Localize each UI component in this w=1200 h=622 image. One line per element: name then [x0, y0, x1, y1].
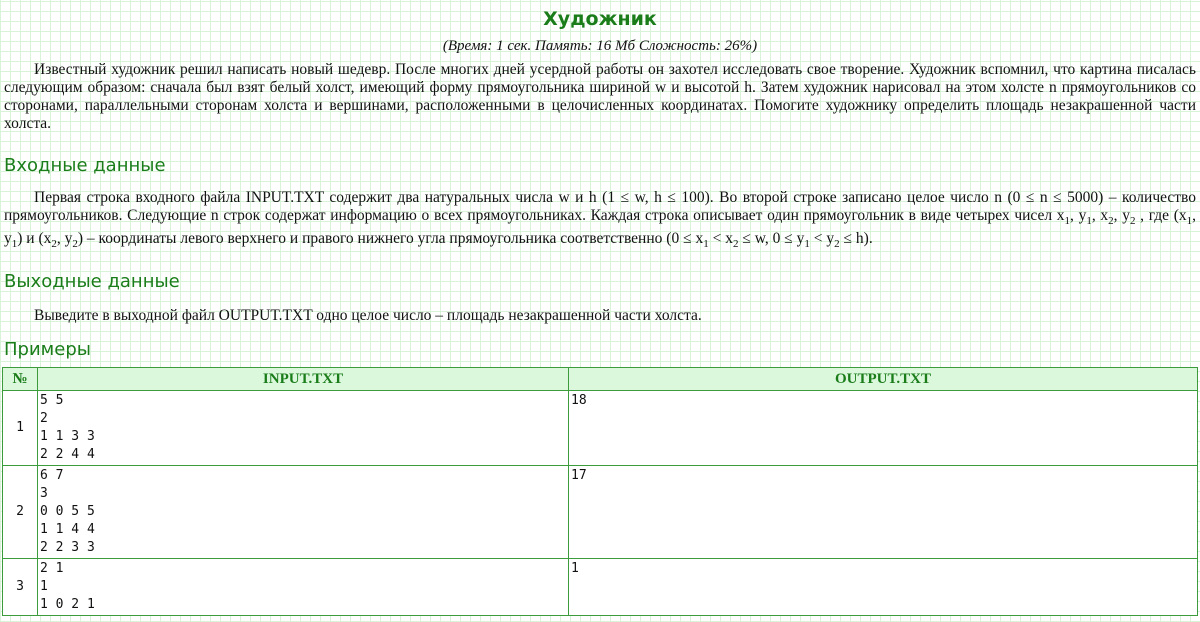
text-segment: , y — [1070, 207, 1087, 224]
example-input: 2 1 1 1 0 2 1 — [38, 559, 569, 616]
input-heading: Входные данные — [4, 155, 166, 176]
input-description — [0, 189, 1200, 253]
example-input: 5 5 2 1 1 3 3 2 2 4 4 — [38, 391, 569, 466]
output-heading: Выходные данные — [4, 271, 180, 293]
text-segment: < x — [708, 230, 733, 248]
subscript: 1 — [1064, 215, 1071, 228]
example-output: 1 — [569, 559, 1198, 616]
problem-limits: (Время: 1 сек. Память: 16 Мб Сложность: 26%) — [442, 38, 758, 54]
header-number: № — [3, 368, 38, 391]
problem-title: Художник — [543, 8, 657, 30]
examples-heading: Примеры — [4, 339, 91, 361]
subscript: 2 — [1129, 215, 1136, 228]
example-number: 3 — [3, 559, 38, 616]
text-segment: , y — [56, 230, 73, 248]
subscript: 2 — [732, 238, 739, 251]
examples-table — [2, 367, 1198, 616]
text-segment: Первая строка входного файла INPUT.TXT содержит два натуральных числа w и h (1 ≤ w, h ≤ 100). Во второй строке записано целое число n (0 ≤ n ≤ 5000) – количество прямоугольников. Следующие n строк содержат информацию о всех прямоугольниках. Каждая строка описывает один прямоугольник в виде четырех чисел x — [4, 189, 1196, 224]
problem-statement: Известный художник решил написать новый шедевр. После многих дней усердной работы он захотел исследовать свое творение. Художник вспомнил, что картина писалась следующим образом: сначала был взят белый холст, имеющий форму прямоугольника шириной w и высотой h. Затем художник нарисовал на этом холсте n прямоугольников со сторонами, параллельными сторонам холста и вершинами, расположенными в целочисленных координатах. Помогите художнику определить площадь незакрашенной части холста. — [4, 61, 1196, 132]
example-number: 1 — [3, 391, 38, 466]
example-output: 18 — [569, 391, 1198, 466]
subscript: 2 — [51, 238, 57, 251]
header-output: OUTPUT.TXT — [569, 368, 1198, 391]
table-row — [3, 466, 1198, 559]
text-segment: ) – координаты левого верхнего и правого нижнего угла прямоугольника соответственно (0 ≤ x — [77, 230, 704, 248]
subscript: 1 — [804, 238, 810, 251]
subscript: 2 — [1108, 215, 1114, 228]
subscript: 1 — [1186, 215, 1193, 228]
table-header-row — [3, 368, 1198, 391]
text-segment: , y — [1113, 207, 1130, 224]
text-segment: ≤ h). — [839, 230, 873, 248]
subscript: 1 — [703, 238, 709, 251]
example-output: 17 — [569, 466, 1198, 559]
text-segment: , где (x — [1135, 207, 1187, 224]
text-segment: ) и (x — [17, 230, 52, 248]
subscript: 2 — [72, 238, 78, 251]
header-input: INPUT.TXT — [38, 368, 569, 391]
output-description: Выведите в выходной файл OUTPUT.TXT одно целое число – площадь незакрашенной части холста. — [34, 307, 702, 325]
text-segment: < y — [809, 230, 835, 248]
subscript: 1 — [1086, 215, 1092, 228]
text-segment: ≤ w, 0 ≤ y — [738, 230, 805, 248]
subscript: 2 — [834, 238, 840, 251]
subscript: 1 — [11, 238, 18, 251]
table-row — [3, 559, 1198, 616]
table-row — [3, 391, 1198, 466]
text-segment: , y — [4, 207, 1197, 248]
example-input: 6 7 3 0 0 5 5 1 1 4 4 2 2 3 3 — [38, 466, 569, 559]
text-segment: , x — [1091, 207, 1109, 224]
example-number: 2 — [3, 466, 38, 559]
